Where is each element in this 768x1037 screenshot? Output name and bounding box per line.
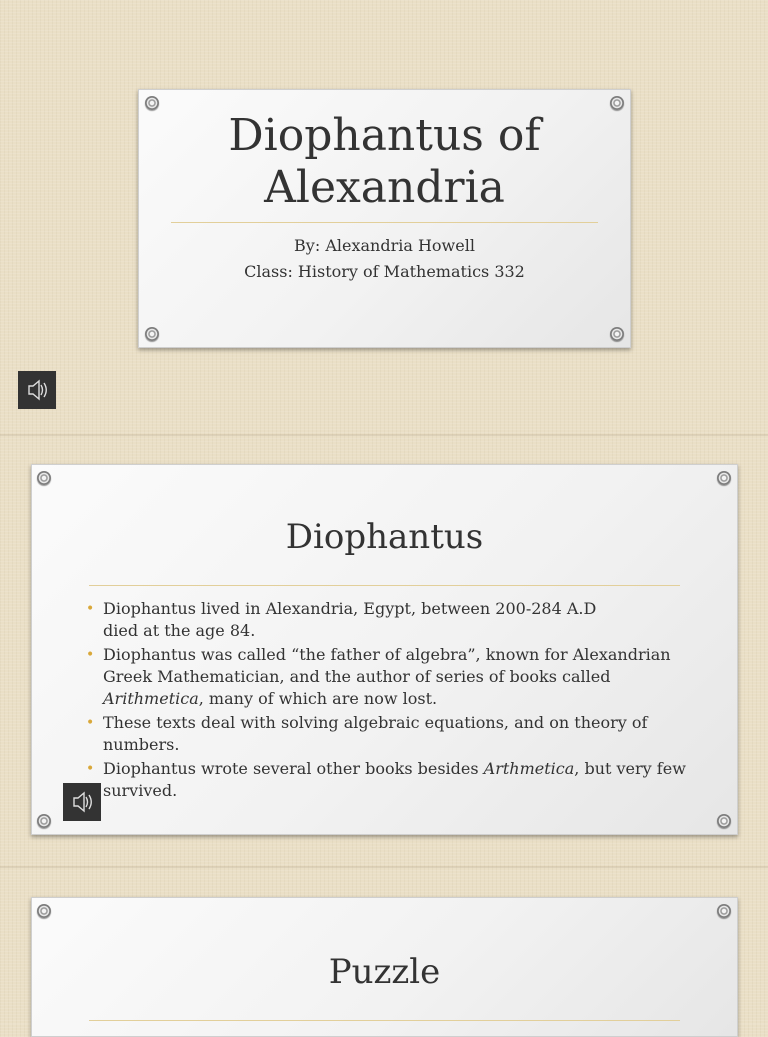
speaker-icon	[68, 788, 96, 816]
title-divider	[89, 585, 680, 586]
byline: By: Alexandria Howell	[294, 236, 475, 255]
pin-icon	[145, 96, 159, 110]
slide-separator	[0, 866, 768, 868]
book-title: Arithmetica	[103, 689, 199, 708]
bullet-text: , but very few survived.	[103, 759, 686, 800]
pin-icon	[610, 327, 624, 341]
slide-title-line2: Alexandria	[264, 162, 505, 213]
pin-icon	[717, 904, 731, 918]
slide-separator	[0, 434, 768, 436]
pin-icon	[610, 96, 624, 110]
list-item	[86, 758, 686, 802]
bullet-text: Diophantus lived in Alexandria, Egypt, between 200-284 A.D	[103, 599, 597, 618]
list-item	[86, 644, 686, 710]
title-divider	[171, 222, 598, 223]
bullet-icon: •	[86, 715, 95, 731]
pin-icon	[37, 814, 51, 828]
bullet-text: Diophantus was called “the father of algebra”, known for Alexandrian Greek Mathematician, and the author of series of books called	[103, 645, 671, 686]
slide-title: Puzzle	[328, 952, 441, 992]
bullet-list	[86, 598, 686, 804]
audio-button[interactable]	[63, 783, 101, 821]
title-slide	[138, 89, 631, 348]
pin-icon	[717, 814, 731, 828]
slide-title: Diophantus	[285, 517, 484, 557]
pin-icon	[717, 471, 731, 485]
bullet-text: died at the age 84.	[103, 621, 256, 640]
bullet-icon: •	[86, 761, 95, 777]
bullet-text: , many of which are now lost.	[198, 689, 438, 708]
list-item	[86, 712, 686, 756]
bullet-icon: •	[86, 647, 95, 663]
bullet-icon: •	[86, 601, 95, 617]
audio-button[interactable]	[18, 371, 56, 409]
pin-icon	[145, 327, 159, 341]
pin-icon	[37, 471, 51, 485]
pin-icon	[37, 904, 51, 918]
slide-title	[139, 110, 630, 214]
content-slide	[31, 464, 738, 835]
slide-title-line1: Diophantus of	[228, 110, 541, 161]
class-line: Class: History of Mathematics 332	[244, 262, 525, 281]
list-item	[86, 598, 686, 642]
bullet-text: Diophantus wrote several other books besides	[103, 759, 484, 778]
bullet-text: These texts deal with solving algebraic equations, and on theory of numbers.	[103, 713, 648, 754]
puzzle-slide	[31, 897, 738, 1037]
book-title: Arthmetica	[483, 759, 575, 778]
title-divider	[89, 1020, 680, 1021]
speaker-icon	[23, 376, 51, 404]
